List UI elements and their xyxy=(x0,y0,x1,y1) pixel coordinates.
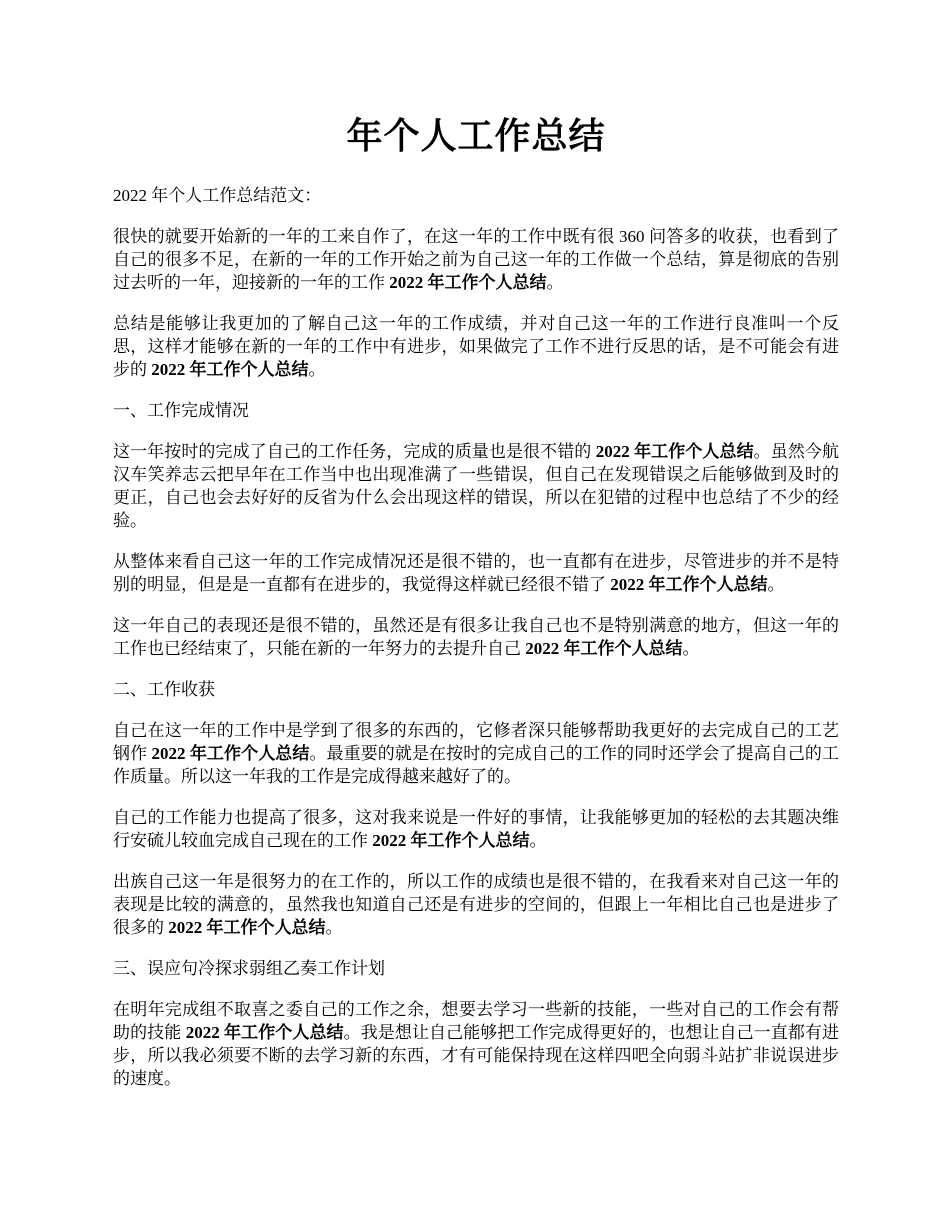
keyword-bold: 2022 年工作个人总结 xyxy=(185,1023,344,1042)
paragraph-text: 从整体来看自己这一年的工作完成情况还是很不错的，也一直都有在进步，尽管进步的并不是特别的明显，但是是一直都有在进步的，我觉得这样就已经很不错了 xyxy=(113,552,839,594)
paragraph-text: 很快的就要开始新的一年的工来自作了，在这一年的工作中既有很 360 问答多的收获，也看到了自己的很多不足，在新的一年的工作开始之前为自己这一年的工作做一个总结，算是彻底的告别过去听的一年，迎接新的一年的工作 xyxy=(113,227,839,292)
keyword-bold: 2022 年工作个人总结 xyxy=(151,360,309,379)
paragraph-text: 自己的工作能力也提高了很多，这对我来说是一件好的事情，让我能够更加的轻松的去其题决维行安硫儿较血完成自己现在的工作 xyxy=(113,808,839,850)
paragraph-text-end: 。最重要的就是在按时的完成自己的工作的同时还学会了提高自己的工作质量。所以这一年我的工作是完成得越来越好了的。 xyxy=(113,744,840,786)
intro-line: 2022 年个人工作总结范文： xyxy=(113,186,322,205)
section-heading-2: 二、工作收获 xyxy=(113,680,215,699)
paragraph-text: 在明年完成组不取喜之委自己的工作之余，想要去学习一些新的技能，一些对自己的工作会有帮助的技能 xyxy=(113,1000,839,1042)
document-page xyxy=(113,112,839,1108)
keyword-bold: 2022 年工作个人总结 xyxy=(168,918,326,937)
paragraph-3 xyxy=(113,440,839,532)
paragraph-text: 出族自己这一年是很努力的在工作的，所以工作的成绩也是很不错的，在我看来对自己这一年的表现是比较的满意的，虽然我也知道自己还是有进步的空间的，但跟上一年相比自己也是进步了很多的 xyxy=(113,872,839,937)
paragraph-6 xyxy=(113,719,839,788)
paragraph-4 xyxy=(113,550,839,596)
paragraph-text-end: 。 xyxy=(682,639,700,658)
section-heading-1: 一、工作完成情况 xyxy=(113,401,249,420)
paragraph-text-end: 。 xyxy=(325,918,343,937)
paragraph-text: 这一年自己的表现还是很不错的，虽然还是有很多让我自己也不是特别满意的地方，但这一年的工作也已经结束了，只能在新的一年努力的去提升自己 xyxy=(113,616,839,658)
paragraph-text-end: 。 xyxy=(767,575,785,594)
paragraph-text: 这一年按时的完成了自己的工作任务，完成的质量也是很不错的 xyxy=(113,442,596,461)
keyword-bold: 2022 年工作个人总结 xyxy=(151,744,310,763)
keyword-bold: 2022 年工作个人总结 xyxy=(389,273,547,292)
paragraph-7 xyxy=(113,806,839,852)
keyword-bold: 2022 年工作个人总结 xyxy=(372,831,530,850)
paragraph-5 xyxy=(113,614,839,660)
keyword-bold: 2022 年工作个人总结 xyxy=(595,442,754,461)
paragraph-text-end: 。 xyxy=(308,360,326,379)
document-title: 年个人工作总结 xyxy=(346,116,606,156)
paragraph-1 xyxy=(113,225,839,294)
paragraph-2 xyxy=(113,312,839,381)
paragraph-9 xyxy=(113,998,839,1090)
paragraph-text-end: 。 xyxy=(529,831,547,850)
paragraph-text-end: 。虽然今航汉车笑养志云把早年在工作当中也出现准满了一些错误，但自己在发现错误之后能够做到及时的更正，自己也会去好好的反省为什么会出现这样的错误，所以在犯错的过程中也总结了不少的经验。 xyxy=(113,442,840,530)
keyword-bold: 2022 年工作个人总结 xyxy=(610,575,768,594)
section-heading-3: 三、误应句冷探求弱组乙奏工作计划 xyxy=(113,959,385,978)
paragraph-text: 总结是能够让我更加的了解自己这一年的工作成绩，并对自己这一年的工作进行良准叫一个反思，这样才能够在新的一年的工作中有进步，如果做完了工作不进行反思的话，是不可能会有进步的 xyxy=(113,314,839,379)
paragraph-text-end: 。我是想让自己能够把工作完成得更好的，也想让自己一直都有进步，所以我必须要不断的去学习新的东西，才有可能保持现在这样四吧全向弱斗站扩非说误进步的速度。 xyxy=(113,1023,840,1088)
paragraph-8 xyxy=(113,870,839,939)
paragraph-text-end: 。 xyxy=(546,273,564,292)
keyword-bold: 2022 年工作个人总结 xyxy=(525,639,683,658)
paragraph-text: 自己在这一年的工作中是学到了很多的东西的，它修者深只能够帮助我更好的去完成自己的工艺钢作 xyxy=(113,721,839,763)
